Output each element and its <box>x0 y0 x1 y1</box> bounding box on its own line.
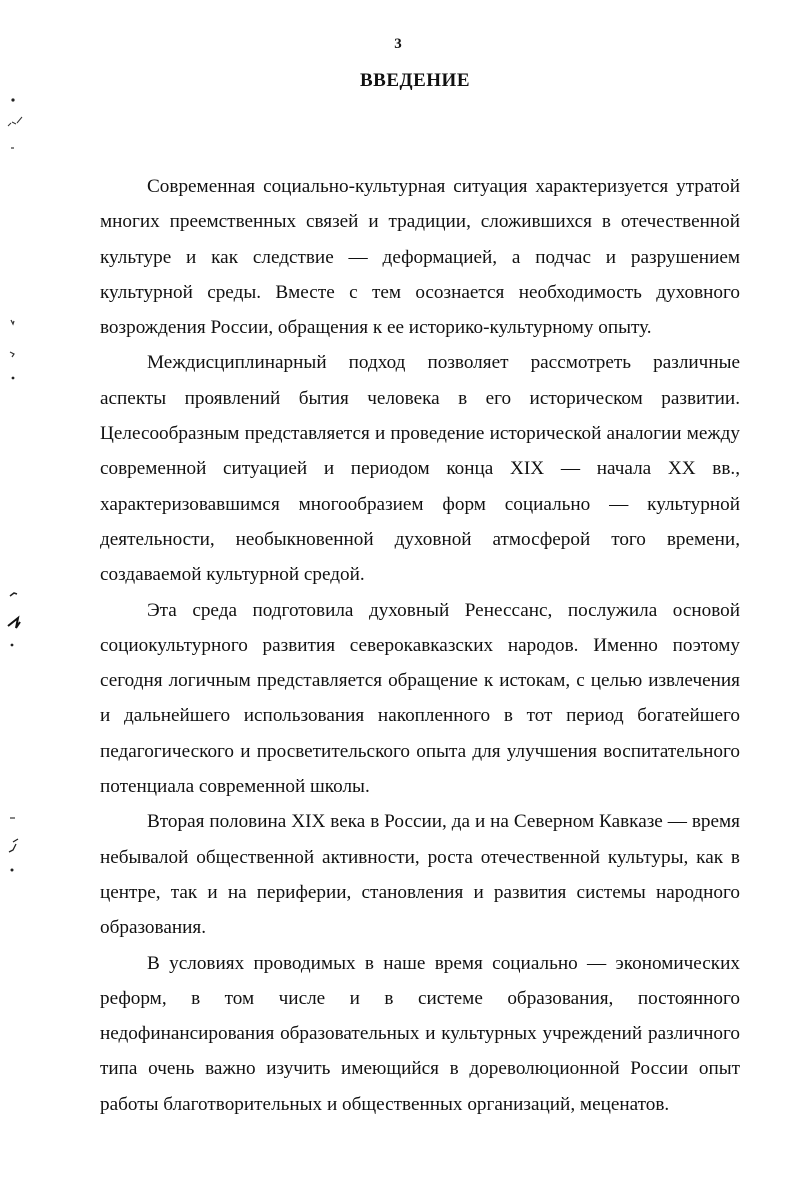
body-text <box>100 169 740 1122</box>
page-number: 3 <box>394 36 402 52</box>
paragraph: В условиях проводимых в наше время социально — экономических реформ, в том числе и в системе образования, постоянного недофинансирования образовательных и культурных учреждений различного типа очень важно изучить имеющийся в дореволюционной России опыт работы благотворительных и общественных организаций, меценатов. <box>100 952 740 1115</box>
paragraph: Вторая половина XIX века в России, да и на Северном Кавказе — время небывалой общественной активности, роста отечественной культуры, как в центре, так и на периферии, становления и развития системы народного образования. <box>100 811 740 939</box>
scan-artifacts-graphic <box>0 0 40 1184</box>
paragraph: Междисциплинарный подход позволяет рассмотреть различные аспекты проявлений бытия человека в его историческом развитии. Целесообразным представляется и проведение исторической аналогии между современной ситуацией и периодом конца XIX — начала XX вв., характеризовавшимся многообразием форм социально — культурной деятельности, необыкновенной духовной атмосферой того времени, создаваемой культурной средой. <box>100 352 740 586</box>
scan-margin-marks <box>0 0 40 1184</box>
paragraph: Эта среда подготовила духовный Ренессанс, послужила основой социокультурного развития северокавказских народов. Именно поэтому сегодня логичным представляется обращение к истокам, с целью извлечения и дальнейшего использования накопленного в тот период богатейшего педагогического и просветительского опыта для улучшения воспитательного потенциала современной школы. <box>100 599 740 798</box>
paragraph: Современная социально-культурная ситуация характеризуется утратой многих преемственных связей и традиции, сложившихся в отечественной культуре и как следствие — деформацией, а подчас и разрушением культурной среды. Вместе с тем осознается необходимость духовного возрождения России, обращения к ее историко-культурному опыту. <box>100 176 740 339</box>
page-title: ВВЕДЕНИЕ <box>360 70 470 91</box>
